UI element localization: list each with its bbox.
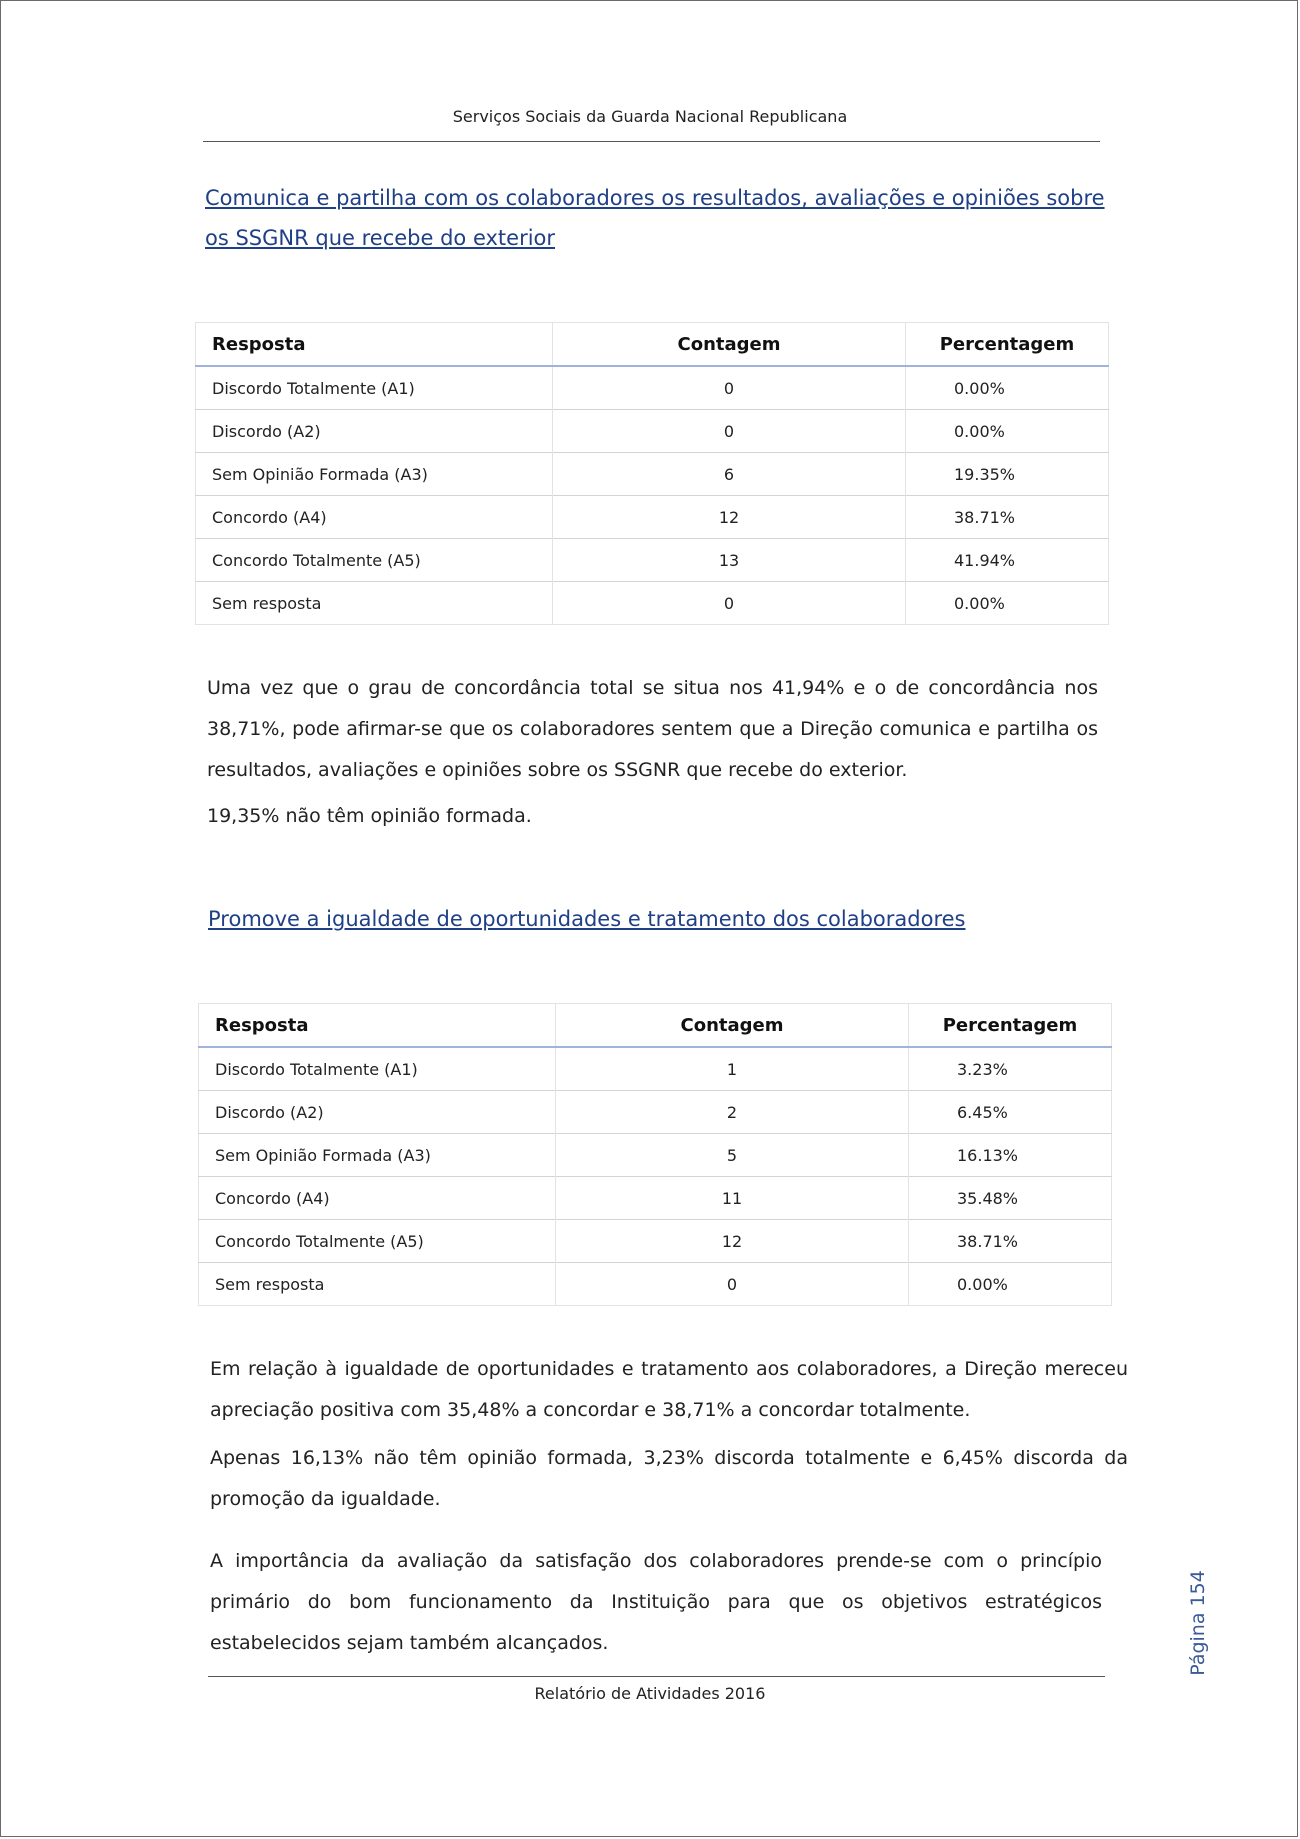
cell-contagem: 1	[556, 1047, 909, 1091]
cell-resposta: Concordo (A4)	[196, 496, 553, 539]
cell-resposta: Discordo (A2)	[199, 1091, 556, 1134]
page-footer: Relatório de Atividades 2016	[534, 1684, 766, 1703]
section1-heading: Comunica e partilha com os colaboradores os resultados, avaliações e opiniões sobre os SSGNR que recebe do exterior	[205, 186, 1105, 250]
cell-resposta: Discordo Totalmente (A1)	[196, 366, 553, 410]
section2-paragraph: Em relação à igualdade de oportunidades e tratamento aos colaboradores, a Direção mereceu apreciação positiva com 35,48% a concordar e 38,71% a concordar totalmente.	[210, 1358, 1128, 1421]
section2-paragraph: Apenas 16,13% não têm opinião formada, 3,23% discorda totalmente e 6,45% discorda da promoção da igualdade.	[210, 1447, 1128, 1510]
table-row	[199, 1263, 1112, 1306]
cell-contagem: 6	[553, 453, 906, 496]
page-header: Serviços Sociais da Guarda Nacional Republicana	[452, 107, 848, 126]
table-row	[196, 496, 1109, 539]
table-row	[199, 1177, 1112, 1220]
cell-resposta: Concordo Totalmente (A5)	[196, 539, 553, 582]
cell-resposta: Sem Opinião Formada (A3)	[196, 453, 553, 496]
cell-contagem: 0	[556, 1263, 909, 1306]
section1-paragraph: 19,35% não têm opinião formada.	[207, 805, 532, 827]
cell-percentagem: 3.23%	[909, 1047, 1112, 1091]
table-row	[196, 539, 1109, 582]
cell-percentagem: 16.13%	[909, 1134, 1112, 1177]
cell-contagem: 0	[553, 582, 906, 625]
cell-percentagem: 0.00%	[906, 366, 1109, 410]
table-row	[196, 366, 1109, 410]
section1-paragraph: Uma vez que o grau de concordância total se situa nos 41,94% e o de concordância nos 38,71%, pode afirmar-se que os colaboradores sentem que a Direção comunica e partilha os resultados, avaliações e opiniões sobre os SSGNR que recebe do exterior.	[207, 677, 1098, 781]
column-header: Contagem	[553, 323, 906, 367]
cell-percentagem: 38.71%	[909, 1220, 1112, 1263]
column-header: Resposta	[199, 1004, 556, 1048]
page-number	[1178, 1568, 1218, 1678]
cell-resposta: Concordo (A4)	[199, 1177, 556, 1220]
section2-heading: Promove a igualdade de oportunidades e tratamento dos colaboradores	[208, 907, 966, 931]
page-number-label: Página 154	[1187, 1570, 1209, 1676]
cell-resposta: Sem resposta	[196, 582, 553, 625]
cell-percentagem: 38.71%	[906, 496, 1109, 539]
cell-percentagem: 0.00%	[909, 1263, 1112, 1306]
cell-percentagem: 41.94%	[906, 539, 1109, 582]
table-row	[196, 410, 1109, 453]
cell-contagem: 11	[556, 1177, 909, 1220]
cell-contagem: 0	[553, 410, 906, 453]
table-header-row	[199, 1004, 1112, 1048]
footer-rule	[208, 1676, 1105, 1677]
column-header: Percentagem	[909, 1004, 1112, 1048]
cell-resposta: Sem Opinião Formada (A3)	[199, 1134, 556, 1177]
cell-resposta: Sem resposta	[199, 1263, 556, 1306]
cell-resposta: Concordo Totalmente (A5)	[199, 1220, 556, 1263]
column-header: Percentagem	[906, 323, 1109, 367]
cell-contagem: 12	[556, 1220, 909, 1263]
table-row	[199, 1220, 1112, 1263]
cell-percentagem: 35.48%	[909, 1177, 1112, 1220]
cell-resposta: Discordo (A2)	[196, 410, 553, 453]
table-row	[196, 453, 1109, 496]
cell-contagem: 5	[556, 1134, 909, 1177]
header-rule	[203, 141, 1100, 142]
column-header: Contagem	[556, 1004, 909, 1048]
table-row	[196, 582, 1109, 625]
section2-table	[198, 1003, 1112, 1306]
cell-contagem: 12	[553, 496, 906, 539]
cell-contagem: 2	[556, 1091, 909, 1134]
section2-paragraph: A importância da avaliação da satisfação dos colaboradores prende-se com o princípio primário do bom funcionamento da Instituição para que os objetivos estratégicos estabelecidos sejam também alcançados.	[210, 1550, 1102, 1654]
cell-resposta: Discordo Totalmente (A1)	[199, 1047, 556, 1091]
cell-contagem: 0	[553, 366, 906, 410]
table-header-row	[196, 323, 1109, 367]
column-header: Resposta	[196, 323, 553, 367]
section1-table	[195, 322, 1109, 625]
cell-percentagem: 6.45%	[909, 1091, 1112, 1134]
cell-percentagem: 0.00%	[906, 582, 1109, 625]
cell-percentagem: 0.00%	[906, 410, 1109, 453]
table-row	[199, 1047, 1112, 1091]
cell-percentagem: 19.35%	[906, 453, 1109, 496]
cell-contagem: 13	[553, 539, 906, 582]
table-row	[199, 1134, 1112, 1177]
table-row	[199, 1091, 1112, 1134]
